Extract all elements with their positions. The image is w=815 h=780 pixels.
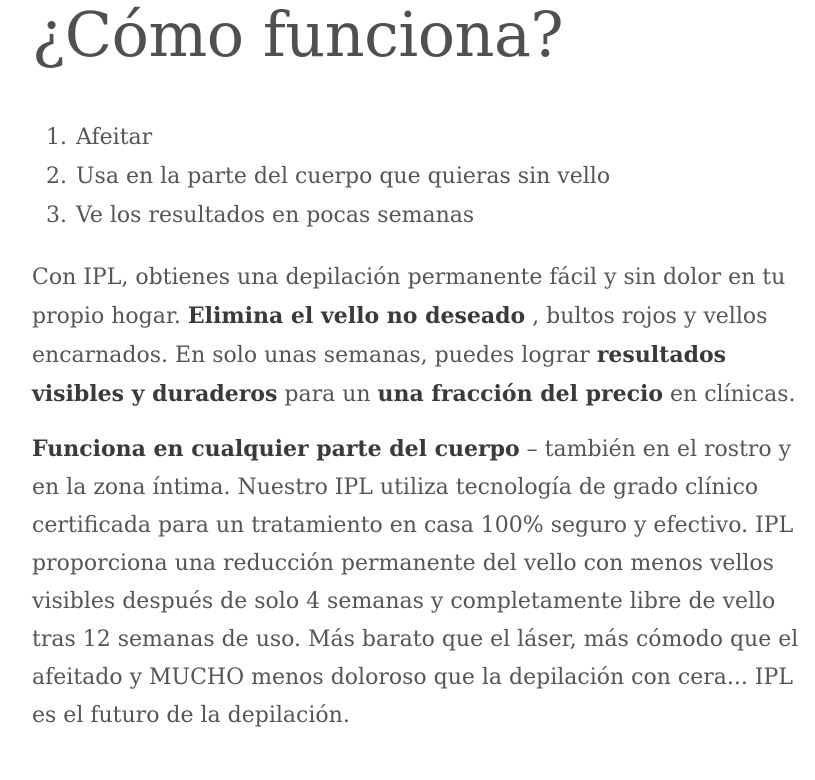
- highlight-text: Funciona en cualquier parte del cuerpo: [32, 436, 520, 462]
- step-item: 2. Usa en la parte del cuerpo que quieras sin vello: [74, 157, 802, 196]
- step-item: 3. Ve los resultados en pocas semanas: [74, 196, 802, 235]
- text-span: en clínicas.: [663, 382, 796, 407]
- highlight-text: una fracción del precio: [377, 381, 664, 407]
- text-span: Con IPL, obtienes una depilación permanente fácil y sin dolor en tu propio hogar.: [32, 265, 786, 329]
- step-item: 1. Afeitar: [74, 118, 802, 157]
- description-paragraph: [32, 259, 802, 414]
- benefits-paragraph: [32, 430, 802, 735]
- text-span: – también en el rostro y en la zona íntima. Nuestro IPL utiliza tecnología de grado clínico certificada para un tratamiento en casa 100% seguro y efectivo. IPL proporciona una reducción permanente del vello con menos vellos visibles después de solo 4 semanas y completamente libre de vello tras 12 semanas de uso. Más barato que el láser, más cómodo que el afeitado y MUCHO menos doloroso que la depilación con cera... IPL es el futuro de la depilación.: [32, 437, 799, 728]
- highlight-text: resultados visibles y duraderos: [32, 342, 727, 407]
- content-section: [32, 0, 802, 735]
- steps-list: [32, 118, 802, 235]
- text-span: , bultos rojos y vellos encarnados. En solo unas semanas, puedes lograr: [32, 304, 768, 368]
- highlight-text: Elimina el vello no deseado: [187, 303, 526, 329]
- text-span: para un: [277, 382, 378, 407]
- page-title: ¿Cómo funciona?: [32, 0, 564, 71]
